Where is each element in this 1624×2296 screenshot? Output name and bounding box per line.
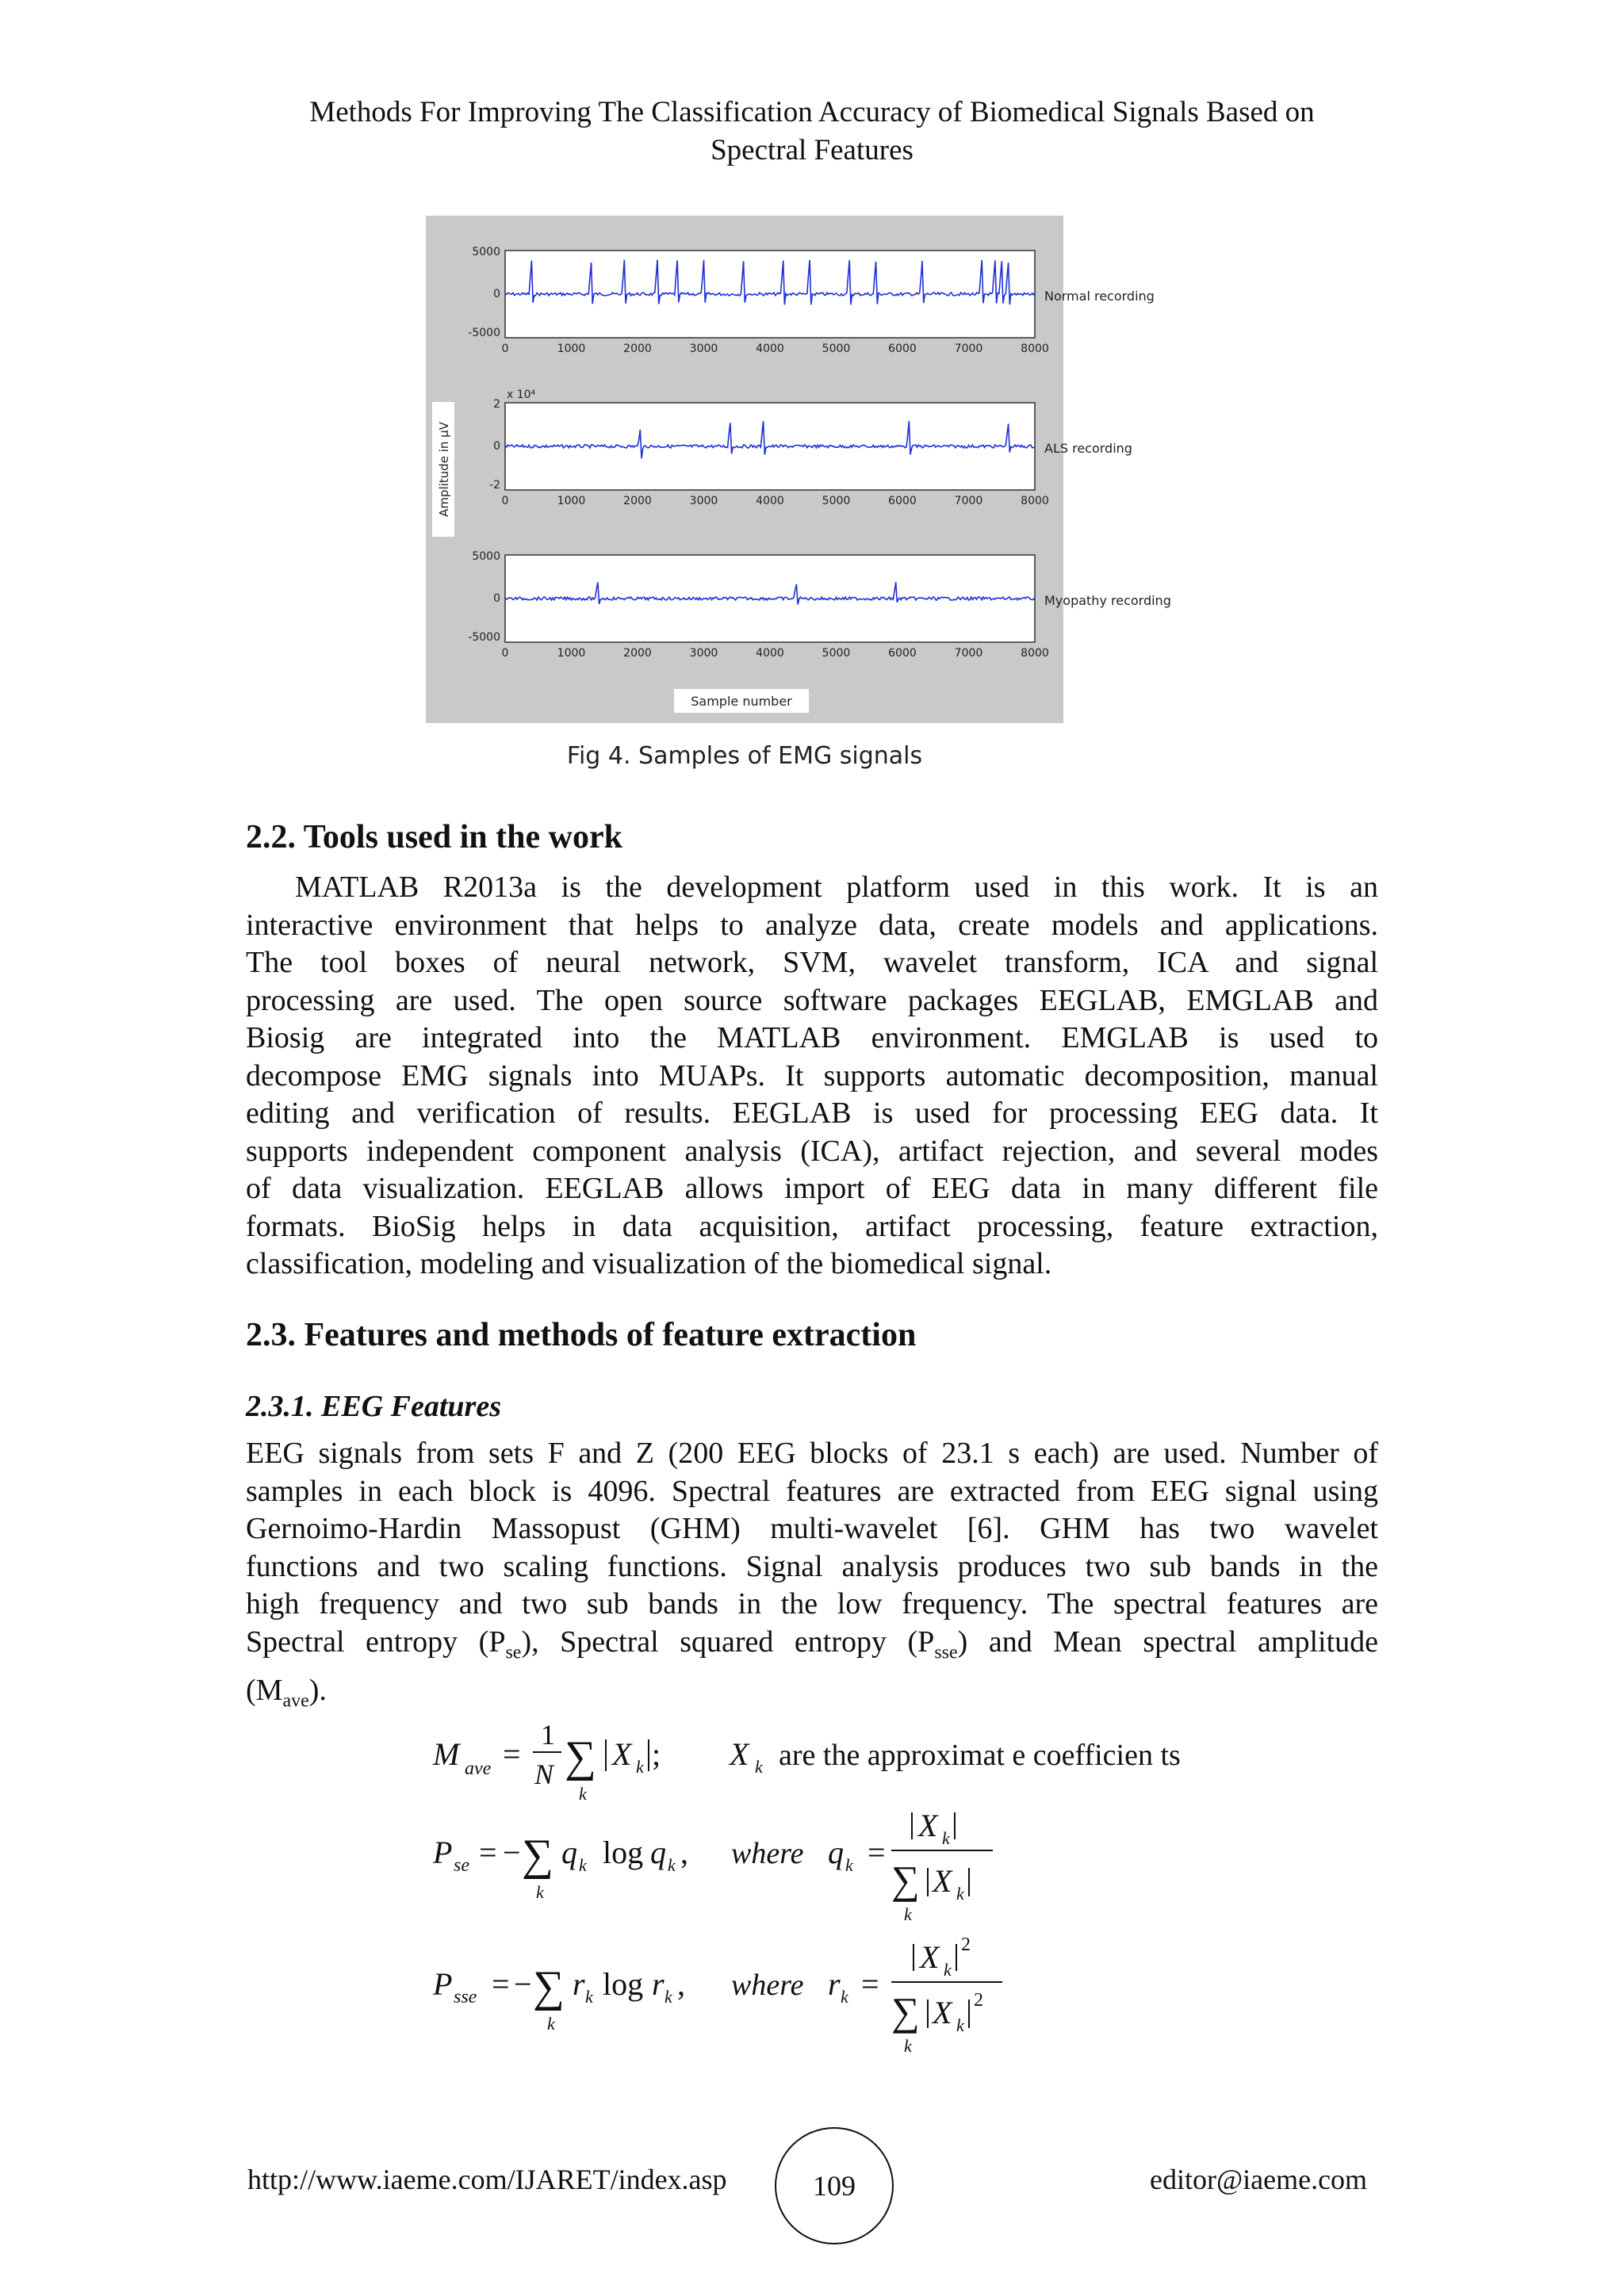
figure-caption: Fig 4. Samples of EMG signals: [566, 742, 923, 770]
x-axis-label: Sample number: [691, 694, 792, 709]
equation-mean-amplitude: [432, 1719, 1181, 1804]
text-line: MATLAB R2013a is the development platform used in this work. It is an: [295, 871, 1378, 904]
page-number: 109: [775, 2127, 894, 2244]
y-tick-label: -2: [489, 479, 500, 492]
svg-text:k: k: [904, 2036, 912, 2056]
emg-plots: [426, 216, 1171, 723]
x-tick-label: 6000: [888, 647, 917, 660]
y-tick-label: 5000: [472, 550, 500, 563]
x-tick-label: 4000: [756, 647, 784, 660]
text-line: high frequency and two sub bands in the low frequency. The spectral features are: [246, 1587, 1378, 1621]
svg-text:∑: ∑: [565, 1732, 596, 1781]
section-heading-2-3: 2.3. Features and methods of feature extraction: [246, 1317, 917, 1353]
text-line: interactive environment that helps to analyze data, create models and applications.: [246, 908, 1378, 942]
svg-text:=: =: [861, 1966, 879, 2002]
svg-text:r: r: [573, 1966, 585, 2002]
running-header: [238, 94, 1386, 170]
svg-text:k: k: [579, 1855, 587, 1875]
text-line: processing are used. The open source software packages EEGLAB, EMGLAB and: [246, 983, 1378, 1017]
section-heading-2-2: 2.2. Tools used in the work: [246, 819, 622, 855]
text-line: classification, modeling and visualization of the biomedical signal.: [246, 1247, 1052, 1280]
svg-text:;: ;: [652, 1736, 661, 1772]
svg-text:k: k: [585, 1987, 593, 2007]
svg-text:q: q: [650, 1835, 666, 1870]
svg-text:k: k: [904, 1904, 912, 1924]
text-line: samples in each block is 4096. Spectral features are extracted from EEG signal using: [246, 1474, 1378, 1508]
svg-text:1: 1: [541, 1719, 555, 1751]
svg-text:k: k: [579, 1784, 587, 1804]
x-tick-label: 1000: [557, 495, 586, 507]
svg-text:X: X: [612, 1736, 632, 1772]
x-tick-label: 2000: [623, 647, 652, 660]
text-line: supports independent component analysis (ICA), artifact rejection, and several modes: [246, 1134, 1378, 1168]
x-tick-label: 3000: [689, 342, 718, 355]
svg-text:−: −: [503, 1835, 521, 1870]
svg-text:=: =: [492, 1966, 510, 2002]
y-tick-label: 0: [493, 440, 500, 453]
y-axis-label: Amplitude in µV: [437, 422, 451, 517]
x-tick-label: 3000: [689, 495, 718, 507]
text-line: The tool boxes of neural network, SVM, wavelet transform, ICA and signal: [246, 946, 1378, 979]
svg-text:∑: ∑: [522, 1831, 553, 1880]
y-tick-label: 0: [493, 592, 500, 605]
x-tick-label: 5000: [822, 647, 851, 660]
svg-text:,: ,: [677, 1966, 685, 2002]
svg-text:−: −: [514, 1966, 532, 2002]
svg-text:k: k: [956, 2015, 964, 2035]
svg-text:k: k: [841, 1987, 848, 2007]
svg-text:2: 2: [974, 1990, 983, 2011]
footer-url[interactable]: http://www.iaeme.com/IJARET/index.asp: [247, 2164, 727, 2195]
text-line: formats. BioSig helps in data acquisition, artifact processing, feature extraction,: [246, 1209, 1378, 1243]
svg-text:sse: sse: [454, 1987, 477, 2007]
text-line: Biosig are integrated into the MATLAB environment. EMGLAB is used to: [246, 1021, 1378, 1054]
svg-text:M: M: [433, 1736, 460, 1772]
svg-text:X: X: [730, 1736, 749, 1772]
svg-text:k: k: [845, 1855, 853, 1875]
y-tick-label: 2: [493, 398, 500, 411]
text-line: EEG signals from sets F and Z (200 EEG blocks of 23.1 s each) are used. Number of: [246, 1437, 1378, 1470]
eq2-where: where: [731, 1837, 804, 1870]
svg-text:∑: ∑: [891, 1989, 920, 2034]
svg-text:k: k: [755, 1757, 763, 1777]
text-line: of data visualization. EEGLAB allows import of EEG data in many different file: [246, 1172, 1378, 1205]
y-tick-label: 5000: [472, 246, 500, 258]
emg-figure: [426, 216, 1171, 723]
recording-label: ALS recording: [1044, 441, 1132, 456]
x-tick-label: 7000: [954, 342, 983, 355]
x-tick-label: 4000: [756, 495, 784, 507]
svg-text:r: r: [828, 1966, 841, 2002]
emg-panel: [468, 550, 1171, 660]
x-tick-label: 2000: [623, 342, 652, 355]
header-line-2: Spectral Features: [710, 134, 914, 166]
x-tick-label: 8000: [1021, 342, 1049, 355]
subsection-heading-2-3-1: 2.3.1. EEG Features: [246, 1390, 501, 1423]
section-2-2-paragraph: [246, 869, 1378, 1284]
emg-panel: [489, 388, 1132, 507]
x-tick-label: 0: [501, 647, 509, 660]
x-tick-label: 7000: [954, 647, 983, 660]
plot-area: [505, 251, 1035, 338]
x-tick-label: 4000: [756, 342, 784, 355]
svg-text:X: X: [933, 1995, 952, 2030]
svg-text:P: P: [433, 1835, 453, 1870]
svg-text:k: k: [944, 1960, 952, 1980]
x-tick-label: 1000: [557, 647, 586, 660]
recording-label: Myopathy recording: [1044, 593, 1171, 608]
text-line: editing and verification of results. EEGLAB is used for processing EEG data. It: [246, 1096, 1378, 1130]
x-tick-label: 5000: [822, 342, 851, 355]
svg-text:r: r: [652, 1966, 665, 2002]
y-tick-label: -5000: [468, 327, 500, 339]
svg-text:X: X: [920, 1939, 940, 1975]
svg-text:X: X: [918, 1808, 938, 1843]
svg-text:k: k: [636, 1757, 644, 1777]
svg-text:∑: ∑: [533, 1962, 565, 2011]
svg-text:k: k: [668, 1855, 676, 1875]
svg-text:2: 2: [961, 1934, 971, 1955]
equations: [412, 1712, 1285, 2085]
svg-text:log: log: [603, 1966, 644, 2002]
svg-text:=: =: [868, 1835, 886, 1870]
x-tick-label: 7000: [954, 495, 983, 507]
x-tick-label: 3000: [689, 647, 718, 660]
text-line: $(M_{ave})$.: [246, 1673, 327, 1712]
svg-text:k: k: [942, 1828, 950, 1848]
text-line: Spectral entropy $(P_{se})$, Spectral squared entropy $(P_{sse})$ and Mean spectral amplitude: [246, 1624, 1378, 1663]
svg-text:P: P: [433, 1966, 453, 2002]
recording-label: Normal recording: [1044, 289, 1155, 304]
svg-text:se: se: [454, 1855, 469, 1876]
x-tick-label: 1000: [557, 342, 586, 355]
axis-exponent: x 10⁴: [507, 388, 536, 401]
x-tick-label: 2000: [623, 495, 652, 507]
svg-text:=: =: [503, 1736, 521, 1772]
svg-text:=: =: [479, 1835, 497, 1870]
svg-text:q: q: [828, 1835, 844, 1870]
svg-text:X: X: [933, 1863, 952, 1899]
section-2-3-1-paragraph: [246, 1435, 1378, 1720]
x-tick-label: 6000: [888, 495, 917, 507]
emg-panel: [468, 246, 1155, 355]
text-line: decompose EMG signals into MUAPs. It supports automatic decomposition, manual: [246, 1058, 1378, 1093]
equation-spectral-entropy: [432, 1808, 993, 1924]
svg-text:k: k: [665, 1987, 672, 2007]
svg-text:k: k: [547, 2014, 555, 2034]
equation-squared-entropy: [432, 1934, 1002, 2056]
x-tick-label: 8000: [1021, 495, 1049, 507]
svg-text:q: q: [561, 1835, 577, 1870]
x-tick-label: 0: [501, 342, 509, 355]
eq1-note: are the approximat e coefficien ts: [779, 1739, 1181, 1772]
y-tick-label: -5000: [468, 631, 500, 644]
text-line: Gernoimo-Hardin Massopust (GHM) multi-wavelet [6]. GHM has two wavelet: [246, 1512, 1378, 1545]
footer-email[interactable]: editor@iaeme.com: [1150, 2164, 1368, 2195]
svg-text:N: N: [534, 1758, 554, 1790]
x-tick-label: 5000: [822, 495, 851, 507]
svg-text:ave: ave: [465, 1758, 492, 1779]
svg-text:k: k: [956, 1884, 964, 1904]
svg-text:log: log: [603, 1835, 644, 1870]
y-tick-label: 0: [493, 288, 500, 300]
svg-text:∑: ∑: [891, 1858, 920, 1902]
header-line-1: Methods For Improving The Classification Accuracy of Biomedical Signals Based on: [309, 96, 1315, 128]
x-tick-label: 8000: [1021, 647, 1049, 660]
eq3-where: where: [731, 1969, 804, 2002]
text-line: functions and two scaling functions. Signal analysis produces two sub bands in the: [246, 1549, 1378, 1583]
x-tick-label: 6000: [888, 342, 917, 355]
x-tick-label: 0: [501, 495, 509, 507]
svg-text:,: ,: [680, 1835, 688, 1870]
svg-text:k: k: [536, 1882, 544, 1902]
